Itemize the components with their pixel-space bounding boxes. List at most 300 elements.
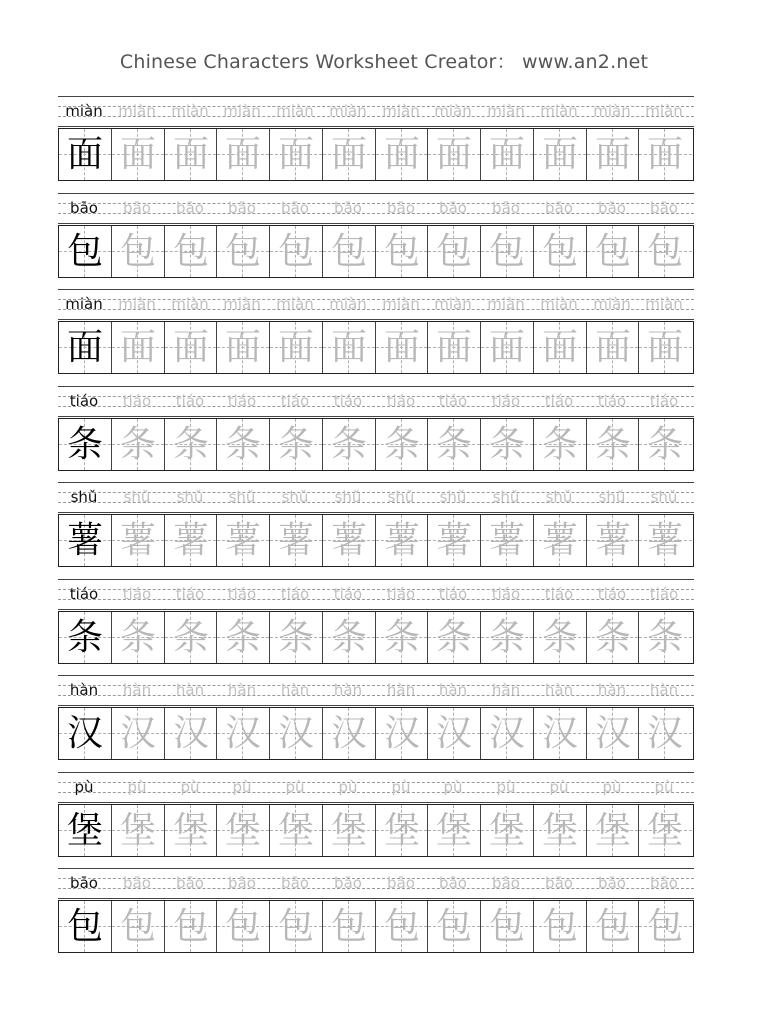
trace-character: 条 <box>330 423 367 465</box>
worksheet-header: Chinese Characters Worksheet Creator： www.an2.net <box>119 51 649 73</box>
character-grid-row <box>58 321 694 374</box>
tracing-cell[interactable] <box>639 322 692 373</box>
trace-character: 条 <box>594 423 631 465</box>
pinyin-trace: tiáo <box>280 584 310 603</box>
pinyin-trace: shǔ <box>545 488 573 506</box>
trace-character: 堡 <box>594 809 631 851</box>
pinyin-trace: miàn <box>223 102 261 120</box>
tracing-cell[interactable] <box>639 901 692 952</box>
model-character: 包 <box>66 906 103 947</box>
trace-character: 面 <box>435 327 472 368</box>
pinyin-trace: bāo <box>545 198 573 217</box>
trace-character: 面 <box>277 134 314 175</box>
practice-row <box>58 579 694 665</box>
tracing-cell[interactable] <box>270 612 323 663</box>
tracing-cell[interactable] <box>323 515 376 566</box>
trace-character: 包 <box>277 906 314 947</box>
tracing-cell[interactable] <box>534 129 587 180</box>
tracing-cell[interactable] <box>112 805 165 856</box>
tracing-cell[interactable] <box>534 226 587 277</box>
tracing-cell[interactable] <box>376 708 428 759</box>
tracing-cell[interactable] <box>481 612 534 663</box>
trace-character: 条 <box>646 423 683 465</box>
tracing-cell[interactable] <box>534 805 587 856</box>
trace-character: 面 <box>224 327 261 368</box>
tracing-cell[interactable] <box>165 226 217 277</box>
pinyin-trace: tiáo <box>333 391 363 410</box>
trace-character: 面 <box>277 327 314 368</box>
model-character-cell <box>59 129 112 180</box>
pinyin-trace: tiáo <box>438 391 468 410</box>
tracing-cell[interactable] <box>112 515 165 566</box>
tracing-cell[interactable] <box>481 901 534 952</box>
pinyin-trace: shǔ <box>176 488 204 506</box>
trace-character: 条 <box>435 616 472 658</box>
trace-character: 汉 <box>646 713 683 754</box>
pinyin-trace: bāo <box>334 874 362 892</box>
pinyin-trace: bāo <box>439 874 467 892</box>
trace-character: 条 <box>541 616 578 658</box>
pinyin-trace: tiáo <box>175 584 205 603</box>
pinyin-trace: hàn <box>122 681 152 699</box>
character-grid-row <box>58 900 694 953</box>
pinyin-trace: tiáo <box>175 391 205 410</box>
tracing-cell[interactable] <box>165 901 217 952</box>
pinyin-trace: hàn <box>491 681 521 699</box>
model-character-cell <box>59 322 112 373</box>
tracing-cell[interactable] <box>323 612 376 663</box>
tracing-cell[interactable] <box>587 805 639 856</box>
model-character: 汉 <box>66 713 103 754</box>
pinyin-trace: bāo <box>650 198 678 217</box>
pinyin-line <box>58 579 694 610</box>
pinyin-line <box>58 386 694 417</box>
pinyin-trace: miàn <box>434 102 472 120</box>
model-character: 条 <box>66 423 103 465</box>
tracing-cell[interactable] <box>165 515 217 566</box>
trace-character: 条 <box>383 616 420 658</box>
pinyin-trace: hàn <box>438 681 468 699</box>
tracing-cell[interactable] <box>270 708 323 759</box>
pinyin-trace: miàn <box>487 295 525 313</box>
trace-character: 包 <box>330 230 367 272</box>
tracing-cell[interactable] <box>481 129 534 180</box>
trace-character: 面 <box>541 134 578 175</box>
trace-character: 条 <box>541 423 578 465</box>
trace-character: 条 <box>277 616 314 658</box>
tracing-cell[interactable] <box>112 129 165 180</box>
trace-character: 薯 <box>383 520 420 561</box>
pinyin-trace: miàn <box>593 295 631 313</box>
pinyin-trace: bāo <box>598 874 626 892</box>
tracing-cell[interactable] <box>428 226 481 277</box>
tracing-cell[interactable] <box>323 419 376 470</box>
tracing-cell[interactable] <box>587 419 639 470</box>
pinyin-model: miàn <box>65 102 103 120</box>
tracing-cell[interactable] <box>428 805 481 856</box>
tracing-cell[interactable] <box>112 901 165 952</box>
trace-character: 面 <box>488 327 525 368</box>
trace-character: 条 <box>119 616 156 658</box>
pinyin-trace: tiáo <box>227 391 257 410</box>
trace-character: 条 <box>224 423 261 465</box>
tracing-cell[interactable] <box>428 708 481 759</box>
pinyin-trace: tiáo <box>122 584 152 603</box>
tracing-cell[interactable] <box>217 226 270 277</box>
tracing-cell[interactable] <box>165 612 217 663</box>
pinyin-trace: tiáo <box>649 584 679 603</box>
pinyin-trace: miàn <box>593 102 631 120</box>
tracing-cell[interactable] <box>165 322 217 373</box>
pinyin-trace: shǔ <box>228 488 256 506</box>
pinyin-trace: pù <box>338 777 358 796</box>
model-character-cell <box>59 515 112 566</box>
trace-character: 包 <box>172 906 209 947</box>
character-grid-row <box>58 611 694 664</box>
tracing-cell[interactable] <box>534 901 587 952</box>
tracing-cell[interactable] <box>481 419 534 470</box>
tracing-cell[interactable] <box>112 612 165 663</box>
pinyin-trace: bāo <box>650 874 678 892</box>
model-character: 薯 <box>66 520 103 561</box>
tracing-cell[interactable] <box>428 901 481 952</box>
tracing-cell[interactable] <box>428 322 481 373</box>
pinyin-line <box>58 772 694 803</box>
tracing-cell[interactable] <box>323 322 376 373</box>
trace-character: 条 <box>277 423 314 465</box>
trace-character: 面 <box>435 134 472 175</box>
tracing-cell[interactable] <box>270 322 323 373</box>
tracing-cell[interactable] <box>587 226 639 277</box>
tracing-cell[interactable] <box>639 419 692 470</box>
tracing-cell[interactable] <box>587 322 639 373</box>
trace-character: 薯 <box>330 520 367 561</box>
tracing-cell[interactable] <box>376 226 428 277</box>
tracing-cell[interactable] <box>165 708 217 759</box>
tracing-cell[interactable] <box>376 419 428 470</box>
tracing-cell[interactable] <box>270 901 323 952</box>
trace-character: 面 <box>172 327 209 368</box>
trace-character: 堡 <box>172 809 209 851</box>
tracing-cell[interactable] <box>165 129 217 180</box>
tracing-cell[interactable] <box>481 708 534 759</box>
pinyin-trace: tiáo <box>597 584 627 603</box>
pinyin-line <box>58 193 694 224</box>
trace-character: 条 <box>172 423 209 465</box>
pinyin-trace: tiáo <box>122 391 152 410</box>
tracing-cell[interactable] <box>323 226 376 277</box>
trace-character: 面 <box>594 327 631 368</box>
trace-character: 条 <box>224 616 261 658</box>
pinyin-model: bāo <box>70 874 98 892</box>
pinyin-trace: miàn <box>645 295 683 313</box>
trace-character: 包 <box>119 230 156 272</box>
pinyin-line <box>58 675 694 706</box>
pinyin-trace: miàn <box>118 295 156 313</box>
tracing-cell[interactable] <box>165 805 217 856</box>
pinyin-trace: pù <box>285 777 305 796</box>
pinyin-line <box>58 482 694 513</box>
tracing-cell[interactable] <box>217 708 270 759</box>
tracing-cell[interactable] <box>217 515 270 566</box>
model-character-cell <box>59 226 112 277</box>
trace-character: 堡 <box>646 809 683 851</box>
tracing-cell[interactable] <box>428 612 481 663</box>
trace-character: 面 <box>119 327 156 368</box>
pinyin-trace: shǔ <box>123 488 151 506</box>
trace-character: 包 <box>435 230 472 272</box>
tracing-cell[interactable] <box>481 226 534 277</box>
trace-character: 堡 <box>224 809 261 851</box>
pinyin-trace: tiáo <box>227 584 257 603</box>
tracing-cell[interactable] <box>376 515 428 566</box>
pinyin-trace: miàn <box>434 295 472 313</box>
pinyin-trace: pù <box>549 777 569 796</box>
pinyin-trace: pù <box>180 777 200 796</box>
tracing-cell[interactable] <box>587 129 639 180</box>
trace-character: 堡 <box>383 809 420 851</box>
character-grid-row <box>58 707 694 760</box>
trace-character: 包 <box>435 906 472 947</box>
trace-character: 面 <box>594 134 631 175</box>
tracing-cell[interactable] <box>217 322 270 373</box>
tracing-cell[interactable] <box>270 419 323 470</box>
tracing-cell[interactable] <box>376 901 428 952</box>
trace-character: 薯 <box>541 520 578 561</box>
tracing-cell[interactable] <box>534 322 587 373</box>
tracing-cell[interactable] <box>323 708 376 759</box>
pinyin-trace: miàn <box>171 102 209 120</box>
tracing-cell[interactable] <box>587 901 639 952</box>
tracing-cell[interactable] <box>376 805 428 856</box>
trace-character: 条 <box>488 616 525 658</box>
character-grid-row <box>58 128 694 181</box>
practice-row <box>58 868 694 954</box>
trace-character: 汉 <box>119 713 156 754</box>
trace-character: 包 <box>488 230 525 272</box>
tracing-cell[interactable] <box>639 612 692 663</box>
trace-character: 薯 <box>119 520 156 561</box>
tracing-cell[interactable] <box>270 805 323 856</box>
tracing-cell[interactable] <box>165 419 217 470</box>
tracing-cell[interactable] <box>587 515 639 566</box>
trace-character: 汉 <box>330 713 367 754</box>
pinyin-trace: miàn <box>540 102 578 120</box>
trace-character: 面 <box>646 134 683 175</box>
tracing-cell[interactable] <box>112 708 165 759</box>
pinyin-trace: pù <box>496 777 516 796</box>
pinyin-trace: bāo <box>439 198 467 217</box>
pinyin-line <box>58 868 694 899</box>
pinyin-trace: hàn <box>597 681 627 699</box>
tracing-cell[interactable] <box>323 901 376 952</box>
pinyin-trace: tiáo <box>544 391 574 410</box>
tracing-cell[interactable] <box>481 805 534 856</box>
trace-character: 堡 <box>330 809 367 851</box>
character-grid-row <box>58 514 694 567</box>
tracing-cell[interactable] <box>639 805 692 856</box>
tracing-cell[interactable] <box>481 322 534 373</box>
pinyin-trace: bāo <box>228 874 256 892</box>
trace-character: 包 <box>646 230 683 272</box>
tracing-cell[interactable] <box>270 226 323 277</box>
tracing-cell[interactable] <box>217 419 270 470</box>
pinyin-trace: pù <box>602 777 622 796</box>
pinyin-trace: pù <box>654 777 674 796</box>
tracing-cell[interactable] <box>323 129 376 180</box>
trace-character: 薯 <box>594 520 631 561</box>
pinyin-trace: hàn <box>280 681 310 699</box>
tracing-cell[interactable] <box>217 805 270 856</box>
trace-character: 汉 <box>224 713 261 754</box>
tracing-cell[interactable] <box>534 708 587 759</box>
pinyin-trace: tiáo <box>649 391 679 410</box>
trace-character: 条 <box>594 616 631 658</box>
pinyin-trace: pù <box>391 777 411 796</box>
tracing-cell[interactable] <box>534 419 587 470</box>
tracing-cell[interactable] <box>428 129 481 180</box>
trace-character: 包 <box>541 906 578 947</box>
pinyin-model: pù <box>74 777 94 796</box>
pinyin-line <box>58 96 694 127</box>
tracing-cell[interactable] <box>639 515 692 566</box>
practice-row <box>58 193 694 279</box>
trace-character: 汉 <box>541 713 578 754</box>
pinyin-model: tiáo <box>69 391 99 410</box>
tracing-cell[interactable] <box>217 129 270 180</box>
pinyin-trace: miàn <box>276 295 314 313</box>
trace-character: 包 <box>383 906 420 947</box>
model-character-cell <box>59 708 112 759</box>
tracing-cell[interactable] <box>270 515 323 566</box>
trace-character: 面 <box>383 327 420 368</box>
trace-character: 堡 <box>277 809 314 851</box>
trace-character: 包 <box>224 230 261 272</box>
pinyin-trace: pù <box>232 777 252 796</box>
trace-character: 薯 <box>435 520 472 561</box>
pinyin-trace: hàn <box>227 681 257 699</box>
tracing-cell[interactable] <box>112 226 165 277</box>
trace-character: 堡 <box>541 809 578 851</box>
tracing-cell[interactable] <box>481 515 534 566</box>
practice-row <box>58 675 694 761</box>
pinyin-trace: pù <box>443 777 463 796</box>
pinyin-trace: shǔ <box>598 488 626 506</box>
pinyin-trace: bāo <box>492 874 520 892</box>
tracing-cell[interactable] <box>112 322 165 373</box>
pinyin-trace: shǔ <box>281 488 309 506</box>
tracing-cell[interactable] <box>112 419 165 470</box>
tracing-cell[interactable] <box>428 419 481 470</box>
pinyin-trace: miàn <box>540 295 578 313</box>
trace-character: 包 <box>594 906 631 947</box>
practice-row <box>58 386 694 472</box>
pinyin-trace: bāo <box>123 198 151 217</box>
model-character: 堡 <box>66 809 103 851</box>
trace-character: 面 <box>224 134 261 175</box>
pinyin-line <box>58 289 694 320</box>
trace-character: 条 <box>172 616 209 658</box>
pinyin-trace: bāo <box>387 874 415 892</box>
trace-character: 包 <box>383 230 420 272</box>
pinyin-trace: tiáo <box>544 584 574 603</box>
pinyin-trace: bāo <box>123 874 151 892</box>
pinyin-trace: bāo <box>176 198 204 217</box>
pinyin-trace: tiáo <box>491 584 521 603</box>
tracing-cell[interactable] <box>587 612 639 663</box>
trace-character: 包 <box>277 230 314 272</box>
pinyin-trace: pù <box>127 777 147 796</box>
trace-character: 薯 <box>646 520 683 561</box>
pinyin-trace: shǔ <box>387 488 415 506</box>
model-character-cell <box>59 805 112 856</box>
trace-character: 条 <box>119 423 156 465</box>
tracing-cell[interactable] <box>639 129 692 180</box>
trace-character: 面 <box>172 134 209 175</box>
trace-character: 面 <box>646 327 683 368</box>
trace-character: 条 <box>435 423 472 465</box>
tracing-cell[interactable] <box>323 805 376 856</box>
pinyin-trace: miàn <box>329 102 367 120</box>
trace-character: 包 <box>541 230 578 272</box>
pinyin-trace: shǔ <box>650 488 678 506</box>
trace-character: 包 <box>646 906 683 947</box>
tracing-cell[interactable] <box>217 612 270 663</box>
pinyin-trace: bāo <box>281 198 309 217</box>
pinyin-trace: hàn <box>649 681 679 699</box>
trace-character: 薯 <box>224 520 261 561</box>
pinyin-trace: tiáo <box>386 584 416 603</box>
practice-row <box>58 482 694 568</box>
pinyin-trace: miàn <box>382 295 420 313</box>
pinyin-trace: hàn <box>386 681 416 699</box>
character-grid-row <box>58 225 694 278</box>
tracing-cell[interactable] <box>428 515 481 566</box>
tracing-cell[interactable] <box>534 515 587 566</box>
trace-character: 条 <box>488 423 525 465</box>
tracing-cell[interactable] <box>534 612 587 663</box>
pinyin-trace: bāo <box>281 874 309 892</box>
tracing-cell[interactable] <box>639 708 692 759</box>
pinyin-trace: bāo <box>334 198 362 217</box>
tracing-cell[interactable] <box>376 129 428 180</box>
trace-character: 条 <box>330 616 367 658</box>
pinyin-model: shǔ <box>70 488 98 506</box>
tracing-cell[interactable] <box>587 708 639 759</box>
tracing-cell[interactable] <box>376 612 428 663</box>
trace-character: 汉 <box>594 713 631 754</box>
model-character-cell <box>59 612 112 663</box>
tracing-cell[interactable] <box>376 322 428 373</box>
tracing-cell[interactable] <box>217 901 270 952</box>
tracing-cell[interactable] <box>639 226 692 277</box>
character-grid-row <box>58 804 694 857</box>
trace-character: 面 <box>488 134 525 175</box>
trace-character: 汉 <box>172 713 209 754</box>
trace-character: 汉 <box>277 713 314 754</box>
trace-character: 汉 <box>383 713 420 754</box>
pinyin-trace: tiáo <box>491 391 521 410</box>
trace-character: 堡 <box>435 809 472 851</box>
pinyin-trace: miàn <box>329 295 367 313</box>
pinyin-trace: bāo <box>598 198 626 217</box>
trace-character: 包 <box>594 230 631 272</box>
pinyin-trace: miàn <box>276 102 314 120</box>
trace-character: 面 <box>383 134 420 175</box>
pinyin-trace: miàn <box>645 102 683 120</box>
trace-character: 面 <box>330 134 367 175</box>
tracing-cell[interactable] <box>270 129 323 180</box>
